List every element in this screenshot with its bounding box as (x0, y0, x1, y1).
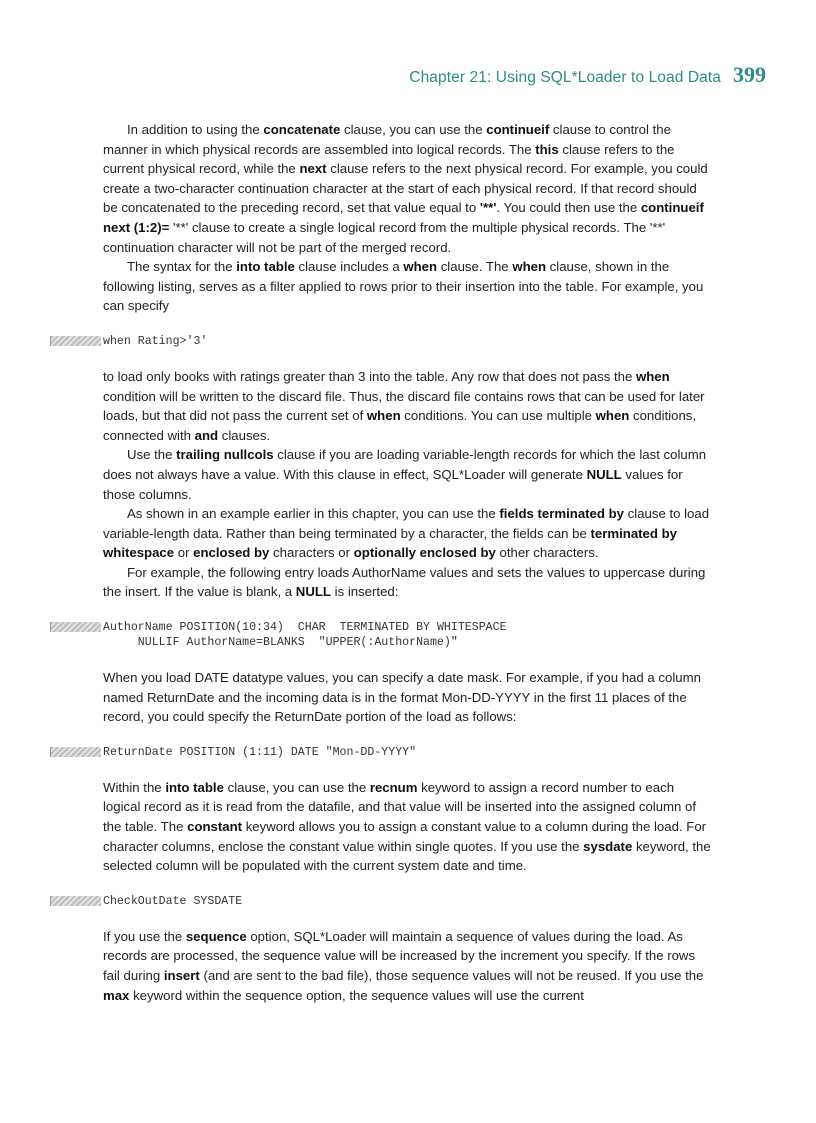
code-listing-sysdate: CheckOutDate SYSDATE (103, 894, 715, 909)
paragraph-fields-terminated: As shown in an example earlier in this chapter, you can use the fields terminated by clause to load variable-length data. Rather than being terminated by a character, the fields can be terminated by whitespace or enclosed by characters or optionally enclosed by other characters. (103, 506, 710, 561)
paragraph-uppercase-example: For example, the following entry loads AuthorName values and sets the values to uppercase during the insert. If the value is blank, a NULL is inserted: (103, 564, 706, 600)
code-listing-authorname: AuthorName POSITION(10:34) CHAR TERMINATED BY WHITESPACE NULLIF AuthorName=BLANKS "UPPER(:AuthorName)" (103, 620, 715, 650)
paragraph-recnum-constant: Within the into table clause, you can use the recnum keyword to assign a record number to each logical record as it is read from the datafile, and that value will be inserted into the assigned column of the table. The constant keyword allows you to assign a constant value to a column during the load. For character columns, enclose the constant value within single quotes. If you use the sysdate keyword, the selected column will be populated with the current system date and time. (103, 779, 711, 874)
code-marker-icon (50, 336, 101, 346)
running-header (409, 62, 766, 88)
paragraph-when-discard: to load only books with ratings greater than 3 into the table. Any row that does not pass the when condition will be written to the discard file. Thus, the discard file contains rows that can be used for later loads, but that did not pass the current set of when conditions. You can use multiple when conditions, connected with and clauses. (103, 368, 705, 443)
code-marker-icon (50, 896, 101, 906)
paragraph-into-table-when: The syntax for the into table clause includes a when clause. The when clause, shown in the following listing, serves as a filter applied to rows prior to their insertion into the table. For example, you can specify (103, 259, 704, 314)
code-marker-icon (50, 747, 101, 757)
page-number: 399 (733, 62, 766, 87)
code-listing-when: when Rating>'3' (103, 334, 715, 349)
code-marker-icon (50, 622, 101, 632)
code-listing-returndate: ReturnDate POSITION (1:11) DATE "Mon-DD-YYYY" (103, 745, 715, 760)
paragraph-sequence: If you use the sequence option, SQL*Loader will maintain a sequence of values during the load. As records are processed, the sequence value will be increased by the increment you specify. If the rows fail during insert (and are sent to the bad file), those sequence values will not be reused. If you use the max keyword within the sequence option, the sequence values will use the current (103, 928, 704, 1003)
body-text (103, 120, 715, 1005)
chapter-title: Chapter 21: Using SQL*Loader to Load Data (409, 69, 721, 86)
paragraph-trailing-nullcols: Use the trailing nullcols clause if you are loading variable-length records for which the last column does not always have a value. With this clause in effect, SQL*Loader will generate NULL values for those columns. (103, 447, 707, 502)
paragraph-date-mask: When you load DATE datatype values, you can specify a date mask. For example, if you had a column named ReturnDate and the incoming data is in the format Mon-DD-YYYY in the first 11 places of the record, you could specify the ReturnDate portion of the load as follows: (103, 670, 701, 725)
paragraph-continueif: In addition to using the concatenate clause, you can use the continueif clause to control the manner in which physical records are assembled into logical records. The this clause refers to the current physical record, while the next clause refers to the next physical record. For example, you could create a two-character continuation character at the start of each physical record. If that record should be concatenated to the preceding record, set that value equal to '**'. You could then use the continueif next (1:2)= '**' clause to create a single logical record from the multiple physical records. The '**' continuation character will not be part of the merged record. (103, 122, 708, 255)
